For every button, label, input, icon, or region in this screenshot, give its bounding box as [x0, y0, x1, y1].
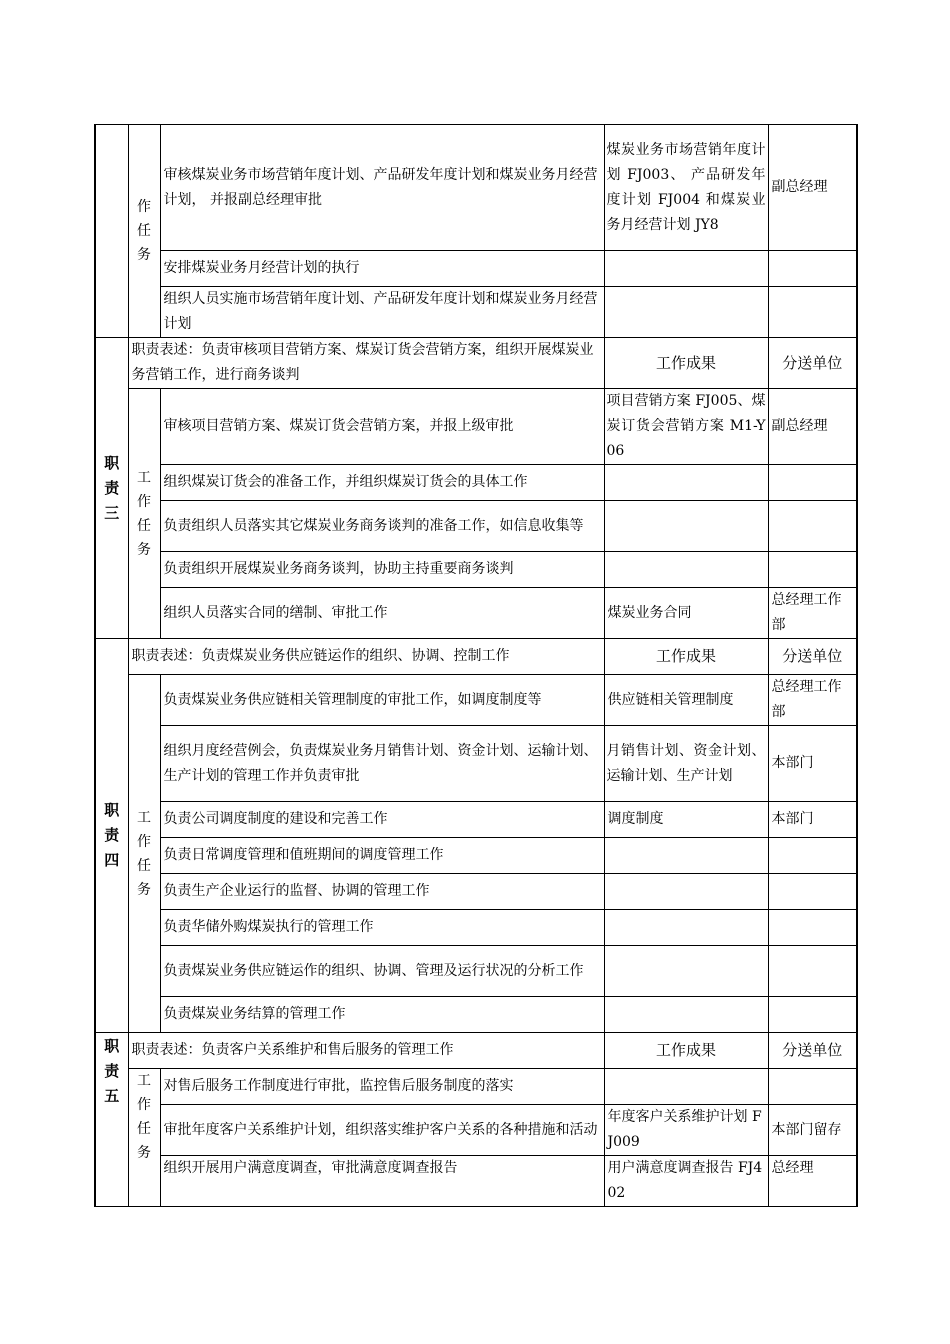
task-label: 工作任务 [128, 389, 160, 639]
dist-cell: 副总经理 [768, 389, 857, 465]
dist-cell [768, 874, 857, 910]
duty-label: 职责五 [95, 1033, 128, 1207]
task-cell: 负责组织人员落实其它煤炭业务商务谈判的准备工作，如信息收集等 [160, 501, 604, 552]
duty-statement: 职责表述：负责客户关系维护和售后服务的管理工作 [128, 1033, 604, 1069]
duty-table [94, 124, 858, 1207]
dist-header: 分送单位 [768, 1033, 857, 1069]
dist-cell: 本部门 [768, 726, 857, 802]
result-cell [604, 251, 768, 287]
dist-header: 分送单位 [768, 338, 857, 389]
result-cell: 项目营销方案 FJ005、煤炭订货会营销方案 M1-Y06 [604, 389, 768, 465]
task-cell: 负责日常调度管理和值班期间的调度管理工作 [160, 838, 604, 874]
result-header: 工作成果 [604, 639, 768, 675]
result-cell [604, 946, 768, 997]
task-cell: 对售后服务工作制度进行审批，监控售后服务制度的落实 [160, 1069, 604, 1105]
task-cell: 负责煤炭业务供应链运作的组织、协调、管理及运行状况的分析工作 [160, 946, 604, 997]
task-cell: 组织人员实施市场营销年度计划、产品研发年度计划和煤炭业务月经营计划 [160, 287, 604, 338]
duty-label-cell [95, 125, 128, 338]
duty-label: 职责四 [95, 639, 128, 1033]
result-cell [604, 465, 768, 501]
result-cell [604, 874, 768, 910]
task-cell: 审核项目营销方案、煤炭订货会营销方案，并报上级审批 [160, 389, 604, 465]
result-cell [604, 552, 768, 588]
task-cell: 负责公司调度制度的建设和完善工作 [160, 802, 604, 838]
dist-cell [768, 465, 857, 501]
duty-statement: 职责表述：负责煤炭业务供应链运作的组织、协调、控制工作 [128, 639, 604, 675]
dist-cell [768, 552, 857, 588]
dist-cell [768, 910, 857, 946]
duty-statement: 职责表述：负责审核项目营销方案、煤炭订货会营销方案，组织开展煤炭业务营销工作，进行商务谈判 [128, 338, 604, 389]
task-cell: 组织煤炭订货会的准备工作，并组织煤炭订货会的具体工作 [160, 465, 604, 501]
dist-cell [768, 997, 857, 1033]
dist-cell [768, 946, 857, 997]
task-label: 工作任务 [128, 675, 160, 1033]
task-cell: 审批年度客户关系维护计划，组织落实维护客户关系的各种措施和活动 [160, 1105, 604, 1156]
result-cell: 用户满意度调查报告 FJ402 [604, 1156, 768, 1207]
result-cell [604, 910, 768, 946]
result-cell [604, 838, 768, 874]
task-cell: 审核煤炭业务市场营销年度计划、产品研发年度计划和煤炭业务月经营计划， 并报副总经理审批 [160, 125, 604, 251]
task-cell: 组织月度经营例会，负责煤炭业务月销售计划、资金计划、运输计划、生产计划的管理工作并负责审批 [160, 726, 604, 802]
dist-cell [768, 251, 857, 287]
result-header: 工作成果 [604, 338, 768, 389]
result-cell: 供应链相关管理制度 [604, 675, 768, 726]
result-header: 工作成果 [604, 1033, 768, 1069]
result-cell: 年度客户关系维护计划 FJ009 [604, 1105, 768, 1156]
task-cell: 组织开展用户满意度调查，审批满意度调查报告 [160, 1156, 604, 1207]
dist-cell: 本部门 [768, 802, 857, 838]
dist-cell [768, 287, 857, 338]
dist-cell [768, 501, 857, 552]
dist-cell [768, 1069, 857, 1105]
result-cell: 煤炭业务合同 [604, 588, 768, 639]
dist-cell: 副总经理 [768, 125, 857, 251]
task-label: 工作任务 [128, 1069, 160, 1207]
dist-header: 分送单位 [768, 639, 857, 675]
dist-cell: 本部门留存 [768, 1105, 857, 1156]
result-cell: 月销售计划、资金计划、运输计划、生产计划 [604, 726, 768, 802]
task-cell: 安排煤炭业务月经营计划的执行 [160, 251, 604, 287]
task-label: 作任务 [128, 125, 160, 338]
task-cell: 负责生产企业运行的监督、协调的管理工作 [160, 874, 604, 910]
result-cell: 煤炭业务市场营销年度计划 FJ003、 产品研发年度计划 FJ004 和煤炭业务月经营计划 JY8 [604, 125, 768, 251]
dist-cell: 总经理工作部 [768, 675, 857, 726]
task-cell: 负责煤炭业务供应链相关管理制度的审批工作，如调度制度等 [160, 675, 604, 726]
dist-cell [768, 838, 857, 874]
task-cell: 组织人员落实合同的缮制、审批工作 [160, 588, 604, 639]
task-cell: 负责组织开展煤炭业务商务谈判，协助主持重要商务谈判 [160, 552, 604, 588]
result-cell: 调度制度 [604, 802, 768, 838]
task-cell: 负责煤炭业务结算的管理工作 [160, 997, 604, 1033]
dist-cell: 总经理 [768, 1156, 857, 1207]
dist-cell: 总经理工作部 [768, 588, 857, 639]
result-cell [604, 997, 768, 1033]
duty-label: 职责三 [95, 338, 128, 639]
result-cell [604, 501, 768, 552]
result-cell [604, 1069, 768, 1105]
result-cell [604, 287, 768, 338]
task-cell: 负责华储外购煤炭执行的管理工作 [160, 910, 604, 946]
